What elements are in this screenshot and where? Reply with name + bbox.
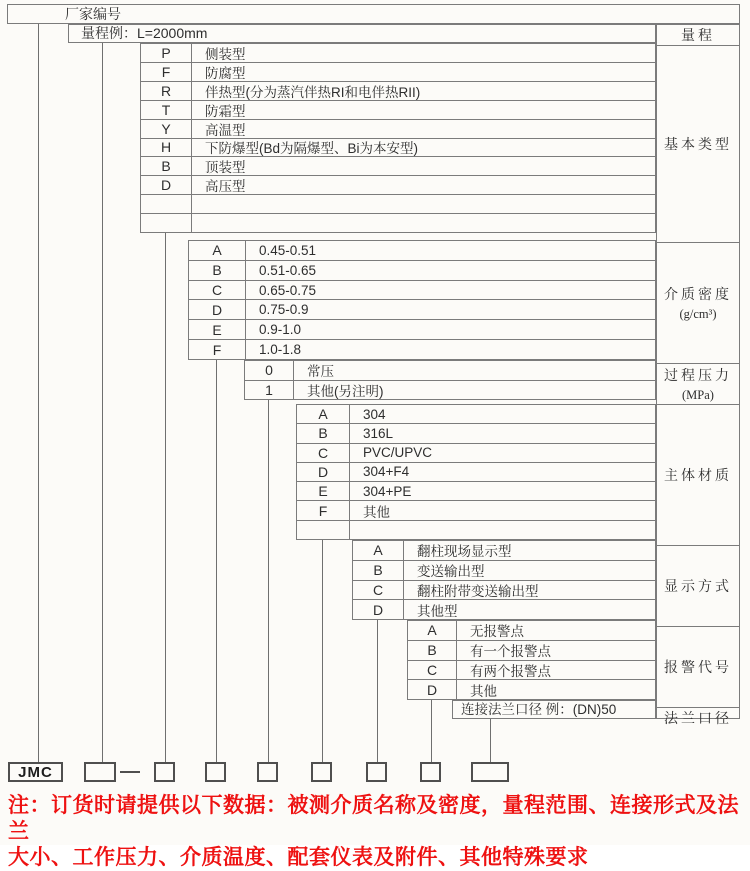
code-row — [189, 281, 655, 301]
description-cell: PVC/UPVC — [363, 445, 433, 461]
code-row — [189, 261, 655, 281]
code-cell: 1 — [245, 381, 294, 400]
description-cell: 有两个报警点 — [470, 663, 551, 679]
code-cell: A — [297, 405, 350, 423]
description-cell: 316L — [363, 425, 394, 441]
side-label-body-material: 主体材质 — [657, 405, 739, 546]
code-row — [141, 214, 655, 232]
code-row — [297, 444, 655, 463]
code-row — [141, 82, 655, 101]
code-row — [141, 157, 655, 176]
code-row — [189, 300, 655, 320]
code-cell: H — [141, 139, 192, 157]
connector-line-basic — [165, 233, 166, 762]
description-cell: 常压 — [307, 364, 334, 380]
basic-type-table — [140, 43, 656, 233]
code-row — [141, 176, 655, 195]
order-note-line2: 大小、工作压力、介质温度、配套仪表及附件、其他特殊要求 — [8, 846, 589, 869]
connector-line-material — [322, 540, 323, 762]
code-cell: F — [297, 501, 350, 519]
code-cell: C — [189, 281, 246, 300]
description-cell: 其他型 — [417, 603, 458, 619]
range-example-label: 量程例：L=2000mm — [81, 25, 208, 41]
description-cell: 变送输出型 — [417, 564, 485, 580]
description-cell — [192, 195, 655, 213]
code-row — [297, 424, 655, 443]
code-cell — [141, 214, 192, 232]
code-row — [353, 541, 655, 561]
code-cell: Y — [141, 120, 192, 138]
code-row — [141, 44, 655, 63]
media-density-table — [188, 240, 656, 360]
code-row — [408, 641, 655, 661]
description-cell: 高温型 — [205, 122, 246, 138]
range-example-box — [68, 24, 656, 43]
order-note-line1: 注：订货时请提供以下数据：被测介质名称及密度，量程范围、连接形式及法兰 — [8, 794, 739, 843]
code-row — [408, 661, 655, 681]
description-cell — [192, 214, 655, 232]
code-cell: D — [408, 680, 457, 699]
connector-line-flange — [490, 719, 491, 762]
description-cell: 304 — [363, 406, 386, 422]
description-cell — [350, 521, 655, 539]
description-cell: 0.75-0.9 — [259, 302, 309, 318]
description-cell: 伴热型(分为蒸汽伴热RI和电伴热RII) — [205, 84, 421, 100]
side-label-flange-size: 法兰口径 — [664, 712, 732, 727]
code-cell: B — [353, 561, 404, 580]
description-cell: 高压型 — [205, 179, 246, 195]
process-pressure-table — [244, 360, 656, 400]
model-prefix-label: JMC — [18, 763, 53, 781]
code-row — [189, 320, 655, 340]
dash-separator — [120, 771, 140, 773]
order-note — [8, 793, 748, 871]
code-cell: C — [297, 444, 350, 462]
code-row — [297, 501, 655, 520]
factory-code-label: 厂家编号 — [65, 6, 121, 22]
flange-size-row — [452, 700, 656, 719]
description-cell: 304+PE — [363, 483, 412, 499]
display-mode-table — [352, 540, 656, 620]
code-cell: D — [141, 176, 192, 194]
code-cell — [297, 521, 350, 539]
model-prefix-box — [8, 762, 63, 782]
description-cell: 0.45-0.51 — [259, 242, 317, 258]
code-row — [141, 101, 655, 120]
code-cell — [141, 195, 192, 213]
code-box-material — [311, 762, 332, 782]
description-cell: 顶装型 — [205, 160, 246, 176]
connector-line-display — [377, 620, 378, 762]
code-cell: B — [141, 157, 192, 175]
code-cell: F — [141, 63, 192, 81]
description-cell: 0.65-0.75 — [259, 282, 317, 298]
code-cell: B — [297, 424, 350, 442]
code-row — [353, 600, 655, 619]
code-box-density — [205, 762, 226, 782]
code-row — [297, 405, 655, 424]
description-cell: 0.51-0.65 — [259, 262, 317, 278]
description-cell: 其他 — [363, 504, 390, 520]
code-cell: D — [353, 600, 404, 619]
connector-line-factory — [38, 24, 39, 762]
connector-line-density — [216, 360, 217, 762]
description-cell: 侧装型 — [205, 46, 246, 62]
code-cell: E — [189, 320, 246, 339]
alarm-code-table — [407, 620, 656, 700]
side-label-basic-type: 基本类型 — [657, 46, 739, 243]
side-label-media-density: 介质密度 (g/cm³) — [657, 243, 739, 364]
side-label-process-pressure: 过程压力 (MPa) — [657, 364, 739, 405]
code-row — [353, 561, 655, 581]
description-cell: 其他 — [470, 683, 497, 699]
description-cell: 1.0-1.8 — [259, 342, 302, 358]
description-cell: 防霜型 — [205, 103, 246, 119]
code-row — [297, 521, 655, 539]
code-row — [189, 241, 655, 261]
side-label-column — [656, 24, 740, 727]
code-row — [245, 381, 655, 400]
code-cell: B — [408, 641, 457, 660]
code-row — [189, 340, 655, 359]
code-row — [141, 63, 655, 82]
code-row — [141, 120, 655, 139]
code-row — [245, 361, 655, 381]
description-cell: 无报警点 — [470, 624, 524, 640]
code-row — [141, 139, 655, 158]
description-cell: 0.9-1.0 — [259, 322, 302, 338]
description-cell: 下防爆型(Bd为隔爆型、Bi为本安型) — [205, 141, 419, 157]
description-cell: 防腐型 — [205, 65, 246, 81]
side-label-display-mode: 显示方式 — [657, 546, 739, 627]
factory-code-box — [7, 4, 740, 24]
code-cell: A — [408, 621, 457, 640]
description-cell: 304+F4 — [363, 464, 410, 480]
code-row — [408, 621, 655, 641]
body-material-table — [296, 404, 656, 540]
code-cell: A — [353, 541, 404, 560]
code-box-pressure — [257, 762, 278, 782]
flange-size-text: 连接法兰口径 例：(DN)50 — [461, 702, 617, 717]
side-label-alarm-code: 报警代号 — [657, 627, 739, 708]
code-cell: D — [297, 463, 350, 481]
code-cell: T — [141, 101, 192, 119]
description-cell: 其他(另注明) — [307, 383, 384, 399]
connector-line-range — [102, 43, 103, 762]
code-cell: 0 — [245, 361, 294, 380]
connector-line-pressure — [268, 400, 269, 762]
code-cell: D — [189, 300, 246, 319]
connector-line-alarm — [431, 700, 432, 762]
description-cell: 翻柱附带变送输出型 — [417, 583, 539, 599]
description-cell: 翻柱现场显示型 — [417, 544, 512, 560]
code-row — [297, 463, 655, 482]
code-cell: A — [189, 241, 246, 260]
code-cell: P — [141, 44, 192, 62]
code-row — [297, 482, 655, 501]
description-cell: 有一个报警点 — [470, 644, 551, 660]
code-cell: R — [141, 82, 192, 100]
side-label-range: 量程 — [657, 25, 739, 46]
code-row — [141, 195, 655, 214]
code-box-display — [366, 762, 387, 782]
code-box-flange — [471, 762, 509, 782]
code-row — [353, 581, 655, 601]
code-cell: C — [408, 661, 457, 680]
code-box-range — [84, 762, 116, 782]
code-box-alarm — [420, 762, 441, 782]
code-cell: E — [297, 482, 350, 500]
code-cell: B — [189, 261, 246, 280]
code-cell: C — [353, 581, 404, 600]
code-row — [408, 680, 655, 699]
code-cell: F — [189, 340, 246, 359]
code-box-basic-type — [154, 762, 175, 782]
